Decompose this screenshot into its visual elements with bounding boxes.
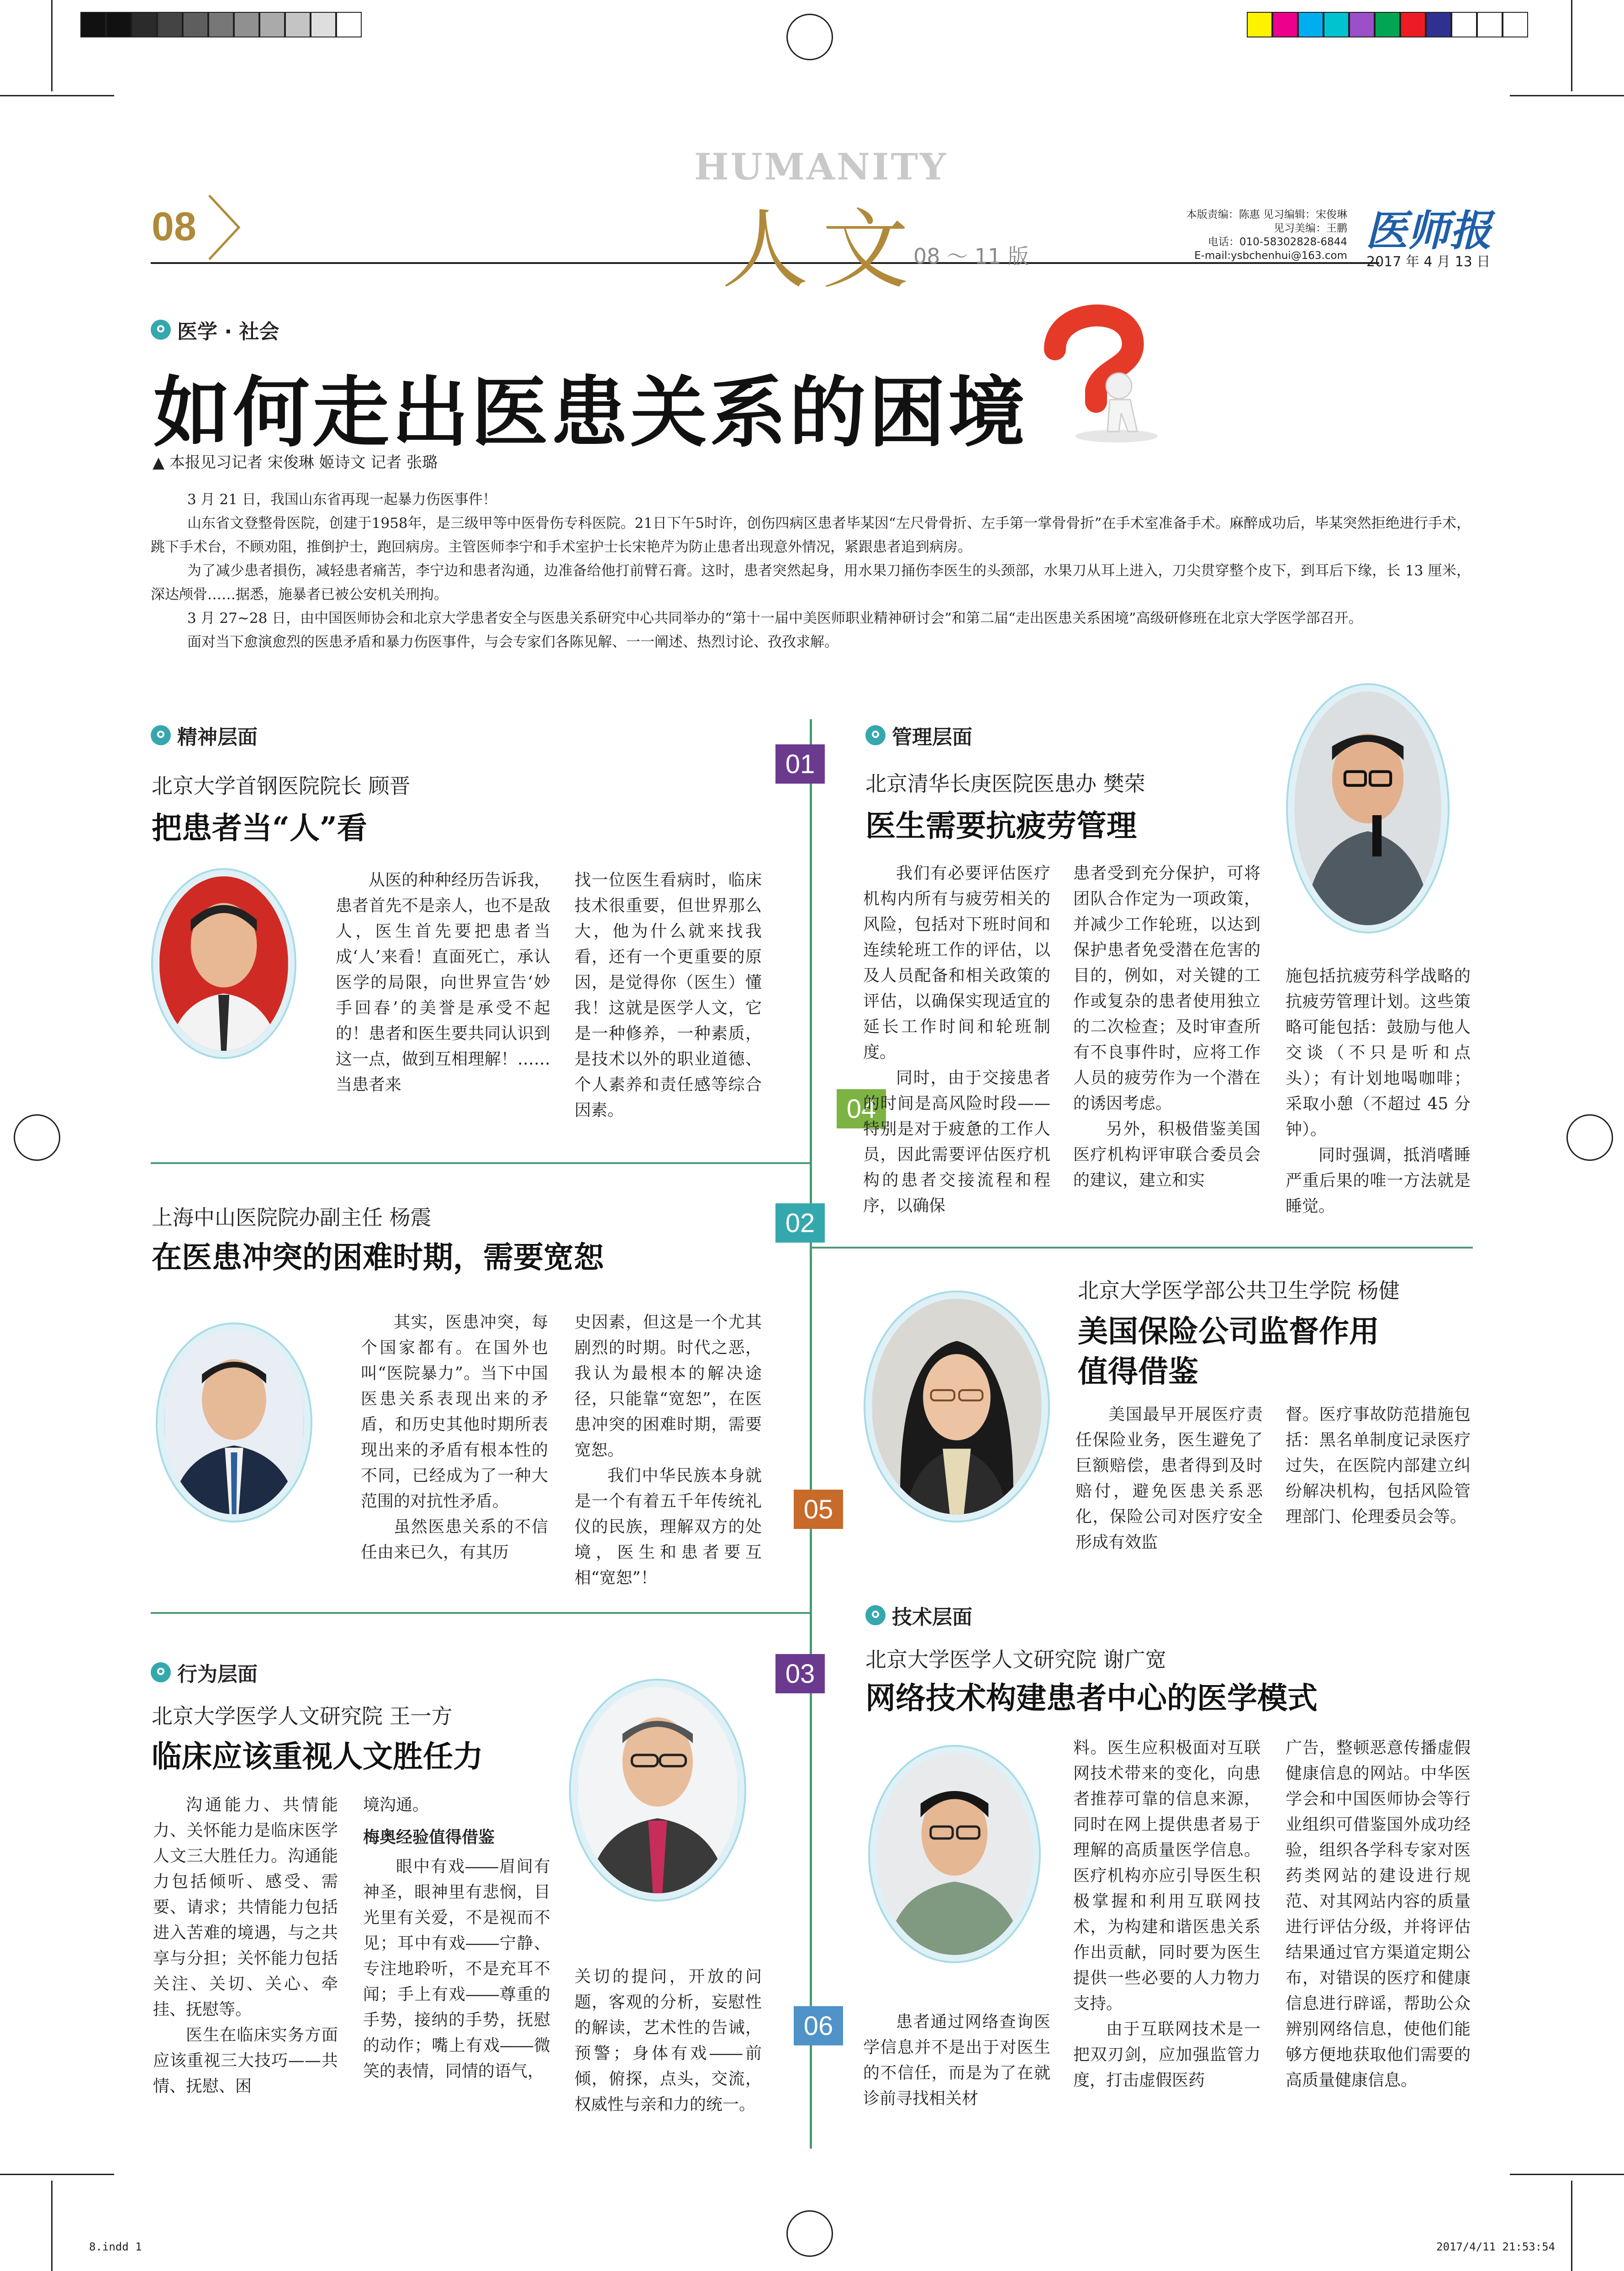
chevron-right-icon	[205, 191, 246, 264]
article-column	[153, 1792, 338, 2099]
article-title: 网络技术构建患者中心的医学模式	[865, 1680, 1318, 1716]
column-text: 关切的提问，开放的问题，客观的分析，妄慰性的解读，艺术性的告诫，预警；身体有戏——前倾，俯探，点头，交流，权威性与亲和力的统一。	[575, 1967, 762, 2113]
registration-target	[786, 2210, 833, 2257]
number-badge-01: 01	[775, 744, 825, 784]
article-column	[361, 1310, 548, 1565]
article-author: 北京大学医学人文研究院 谢广宽	[865, 1647, 1166, 1672]
column-text: 医生在临床实务方面应该重视三大技巧——共情、抚慰、困	[153, 2026, 338, 2096]
section-tag-label: 技术层面	[892, 1606, 972, 1629]
article-title: 在医患冲突的困难时期，需要宽恕	[152, 1239, 604, 1275]
category-tag	[151, 315, 279, 344]
column-text: 史因素，但这是一个尤其剧烈的时期。时代之恶，我认为最根本的解决途径，只能靠“宽恕”，在医患冲突的困难时期，需要宽恕。	[575, 1313, 762, 1460]
bullet-icon	[151, 1662, 171, 1682]
article-title: 值得借鉴	[1078, 1354, 1198, 1389]
lead-paragraph: 为了减少患者損伤，减轻患者痛苦，李宁边和患者沟通，边准备给他打前臂石膏。这时，患者突然起身，用水果刀捅伤李医生的头颈部，水果刀从耳上进入，刀尖贯穿整个皮下，到耳后下缘，长 13 厘米，深达颅骨……据悉，施暴者已被公安机关刑拘。	[151, 563, 1471, 603]
issue-date: 2017 年 4 月 13 日	[1366, 254, 1491, 270]
bullet-icon	[151, 725, 171, 745]
divider-left-2	[151, 1612, 811, 1614]
lead-paragraph: 山东省文登整骨医院，创建于1958年，是三级甲等中医骨伤专科医院。21日下午5时许，创伤四病区患者毕某因“左尺骨骨折、左手第一掌骨骨折”在手术室准备手术。麻醉成功后，毕某突然拒绝进行手术，跳下手术台，不顾劝阻，推倒护士，跑回病房。主管医师李宁和手术室护士长宋艳芹为防止患者出现意外情况，紧跟患者追到病房。	[151, 515, 1471, 555]
column-text: 督。医疗事故防范措施包括：黑名单制度记录医疗过失，在医院内部建立纠纷解决机构，包括风险管理部门、伦理委员会等。	[1286, 1405, 1471, 1526]
category-label: 医学 · 社会	[177, 320, 279, 343]
crop-mark	[1510, 95, 1624, 96]
lead-paragraph: 3 月 27~28 日，由中国医师协会和北京大学患者安全与医患关系研究中心共同举办的“第十一届中美医师职业精神研讨会”和第二届“走出医患关系困境”高级研修班在北京大学医学部召开。	[187, 610, 1363, 627]
column-text: 患者通过网络查询医学信息并不是出于对医生的不信任，而是为了在就诊前寻找相关材	[863, 2013, 1050, 2108]
article-column	[1076, 1402, 1263, 1555]
author-photo	[158, 1324, 311, 1521]
portrait-icon	[577, 1687, 738, 1893]
author-photo	[865, 1292, 1048, 1521]
column-text: 其实，医患冲突，每个国家都有。在国外也叫“医院暴力”。当下中国医患关系表现出来的矛盾，和历史其他时期所表现出来的矛盾有根本性的不同，已经成为了一种大范围的对抗性矛盾。	[361, 1313, 548, 1511]
crop-mark	[51, 2181, 53, 2271]
section-tag-behavior	[151, 1658, 258, 1687]
section-tag-label: 精神层面	[177, 726, 258, 749]
number-badge-06: 06	[794, 2006, 843, 2045]
column-text: 同时强调，抵消嗜睡严重后果的唯一方法就是睡觉。	[1286, 1146, 1471, 1216]
column-text: 眼中有戏——眉间有神圣，眼神里有悲悯，目光里有关爱，不是视而不见；耳中有戏——宁静、专注地聆听，不是充耳不闻；手上有戏——尊重的手势，接纳的手势，抚慰的动作；嘴上有戏——微笑的表情，同情的语气，	[363, 1857, 550, 2080]
file-name: 8.indd 1	[89, 2240, 142, 2253]
portrait-icon	[1294, 691, 1441, 925]
article-column	[575, 1964, 762, 2117]
question-mark-figure-icon	[1028, 299, 1165, 445]
article-title: 医生需要抗疲劳管理	[865, 808, 1137, 843]
portrait-icon	[159, 876, 288, 1051]
registration-bar-left	[80, 12, 362, 37]
column-text: 患者受到充分保护，可将团队合作定为一项政策，并减少工作轮班，以达到保护患者免受潜在危害的目的，例如，对关键的工作或复杂的患者使用独立的二次检查；及时审查所有不良事件时，应将工作人员的疲劳作为一个潜在的诱因考虑。	[1073, 864, 1260, 1113]
article-column	[1073, 861, 1260, 1193]
crop-mark	[1571, 0, 1572, 91]
article-column	[863, 861, 1050, 1219]
column-text: 料。医生应积极面对互联网技术带来的变化，向患者推荐可靠的信息来源，同时在网上提供患者易于理解的高质量医学信息。医疗机构亦应引导医生积极掌握和利用互联网技术，为构建和谐医患关系作出贡献，同时要为医生提供一些必要的人力物力支持。	[1073, 1739, 1260, 2013]
print-timestamp: 2017/4/11 21:53:54	[1436, 2240, 1555, 2253]
credit-line: 电话：010-58302828-6844	[1207, 236, 1347, 248]
author-photo	[870, 1747, 1039, 1961]
article-title: 把患者当“人”看	[152, 810, 367, 846]
column-text: 我们有必要评估医疗机构内所有与疲劳相关的风险，包括对下班时间和连续轮班工作的评估，以及人员配备和相关政策的评估，以确保实现适宜的延长工作时间和轮班制度。	[863, 864, 1050, 1062]
article-column	[1286, 964, 1471, 1219]
page-number: 08	[152, 204, 196, 249]
crop-mark	[51, 0, 53, 91]
column-text: 找一位医生看病时，临床技术很重要，但世界那么大，他为什么就来找我看，还有一个更重要的原因，是觉得你（医生）懂我！这就是医学人文，它是一种修养，一种素质，是技术以外的职业道德、个人素养和责任感等综合因素。	[575, 871, 762, 1120]
number-badge-03: 03	[775, 1654, 825, 1693]
sub-heading: 梅奥经验值得借鉴	[363, 1828, 495, 1846]
timeline-vertical	[810, 719, 812, 2149]
section-title-en: HUMANITY	[694, 145, 948, 188]
article-author: 北京清华长庚医院医患办 樊荣	[865, 771, 1145, 796]
section-title-cn: 人文	[722, 200, 923, 300]
crop-mark	[0, 95, 114, 96]
credit-line: 见习美编：王鹏	[1274, 222, 1347, 234]
registration-target	[14, 1114, 60, 1161]
number-badge-04: 04	[837, 1089, 886, 1128]
article-column	[575, 1310, 762, 1591]
article-column	[863, 2009, 1050, 2112]
article-author: 上海中山医院院办副主任 杨震	[152, 1205, 432, 1230]
article-column	[336, 868, 550, 1098]
section-tag-technology	[865, 1601, 972, 1630]
article-column	[363, 1792, 550, 2084]
lead-paragraph: 面对当下愈演愈烈的医患矛盾和暴力伤医事件，与会专家们各陈见解、一一阐述、热烈讨论、孜孜求解。	[187, 634, 838, 650]
portrait-icon	[872, 1299, 1042, 1514]
column-text: 沟通能力、共情能力、关怀能力是临床医学人文三大胜任力。沟通能力包括倾听、感受、需要、请求；共情能力包括进入苦难的境遇，与之共享与分担；关怀能力包括关注、关切、关心、牵挂、抚慰等。	[153, 1796, 338, 2019]
divider-right-1	[811, 1247, 1473, 1249]
article-title: 临床应该重视人文胜任力	[152, 1739, 483, 1774]
bullet-icon	[865, 1605, 886, 1625]
column-text: 由于互联网技术是一把双刃剑，应加强监管力度，打击虚假医药	[1073, 2020, 1260, 2090]
divider-left-1	[151, 1162, 811, 1164]
column-text: 虽然医患关系的不信任由来已久，有其历	[361, 1518, 548, 1562]
registration-target	[1566, 1114, 1613, 1161]
column-text: 施包括抗疲劳科学战略的抗疲劳管理计划。这些策略可能包括：鼓励与他人交谈（不只是听和点头）；有计划地喝咖啡；采取小憩（不超过 45 分钟）。	[1286, 967, 1471, 1139]
article-column	[1286, 1735, 1471, 2093]
column-text: 广告，整顿恶意传播虚假健康信息的网站。中华医学会和中国医师协会等行业组织可借鉴国外成功经验，组织各学科专家对医药类网站的建设进行规范、对其网站内容的质量进行评估分级，并将评估结果通过官方渠道定期公布，对错误的医疗和健康信息进行辟谣，帮助公众辨别网络信息，使他们能够方便地获取他们需要的高质量健康信息。	[1286, 1739, 1471, 2090]
crop-mark	[1571, 2181, 1572, 2271]
article-author: 北京大学医学部公共卫生学院 杨健	[1078, 1278, 1400, 1303]
author-photo	[153, 870, 295, 1057]
column-text: 另外，积极借鉴美国医疗机构评审联合委员会的建议，建立和实	[1073, 1120, 1260, 1190]
lead-paragraph: 3 月 21 日，我国山东省再现一起暴力伤医事件！	[187, 491, 497, 508]
bullet-icon	[865, 725, 886, 745]
section-tag-management	[865, 721, 972, 750]
byline: ▲ 本报见习记者 宋俊琳 姬诗文 记者 张璐	[153, 453, 438, 472]
portrait-icon	[164, 1331, 304, 1514]
article-column	[575, 868, 762, 1123]
column-text: 我们中华民族本身就是一个有着五千年传统礼仪的民族，理解双方的处境，医生和患者要互相“宽恕”！	[575, 1466, 762, 1587]
number-badge-05: 05	[794, 1490, 843, 1529]
newspaper-logo: 医师报	[1366, 206, 1492, 255]
author-photo	[1288, 685, 1448, 932]
author-photo	[571, 1681, 744, 1900]
article-author: 北京大学首钢医院院长 顾晋	[152, 774, 411, 798]
column-text: 从医的种种经历告诉我，患者首先不是亲人，也不是敌人，医生首先要把患者当成‘人’来看！直面死亡，承认医学的局限，向世界宣告‘妙手回春’的美誉是承受不起的！患者和医生要共同认识到这一点，做到互相理解！……当患者来	[336, 871, 550, 1094]
credit-line: E-mail:ysbchenhui@163.com	[1194, 250, 1347, 262]
column-text: 美国最早开展医疗责任保险业务，医生避免了巨额赔偿，患者得到及时赔付，避免医患关系恶化，保险公司对医疗安全形成有效监	[1076, 1405, 1263, 1552]
article-column	[1286, 1402, 1471, 1530]
column-text: 同时，由于交接患者的时间是高风险时段——特别是对于疲惫的工作人员，因此需要评估医疗机构的患者交接流程和程序，以确保	[863, 1069, 1050, 1215]
color-bar-right	[1247, 12, 1528, 37]
editor-credits	[1169, 208, 1347, 263]
credit-line: 本版责编：陈惠 见习编辑：宋俊琳	[1186, 209, 1347, 221]
pages-range: 08 ～ 11 版	[913, 244, 1029, 269]
crop-mark	[0, 2174, 114, 2175]
crop-mark	[1510, 2174, 1624, 2175]
article-author: 北京大学医学人文研究院 王一方	[152, 1704, 453, 1728]
registration-target	[786, 14, 833, 60]
section-tag-label: 管理层面	[892, 726, 972, 749]
article-title: 美国保险公司监督作用	[1078, 1313, 1379, 1349]
column-text: 境沟通。	[363, 1796, 429, 1814]
number-badge-02: 02	[775, 1203, 825, 1243]
bullet-icon	[151, 320, 171, 340]
lead-body	[151, 488, 1471, 654]
main-headline: 如何走出医患关系的困境	[153, 367, 1028, 458]
article-column	[1073, 1735, 1260, 2093]
portrait-icon	[876, 1753, 1033, 1955]
section-tag-label: 行为层面	[177, 1663, 258, 1686]
section-tag-spirit	[151, 721, 258, 750]
